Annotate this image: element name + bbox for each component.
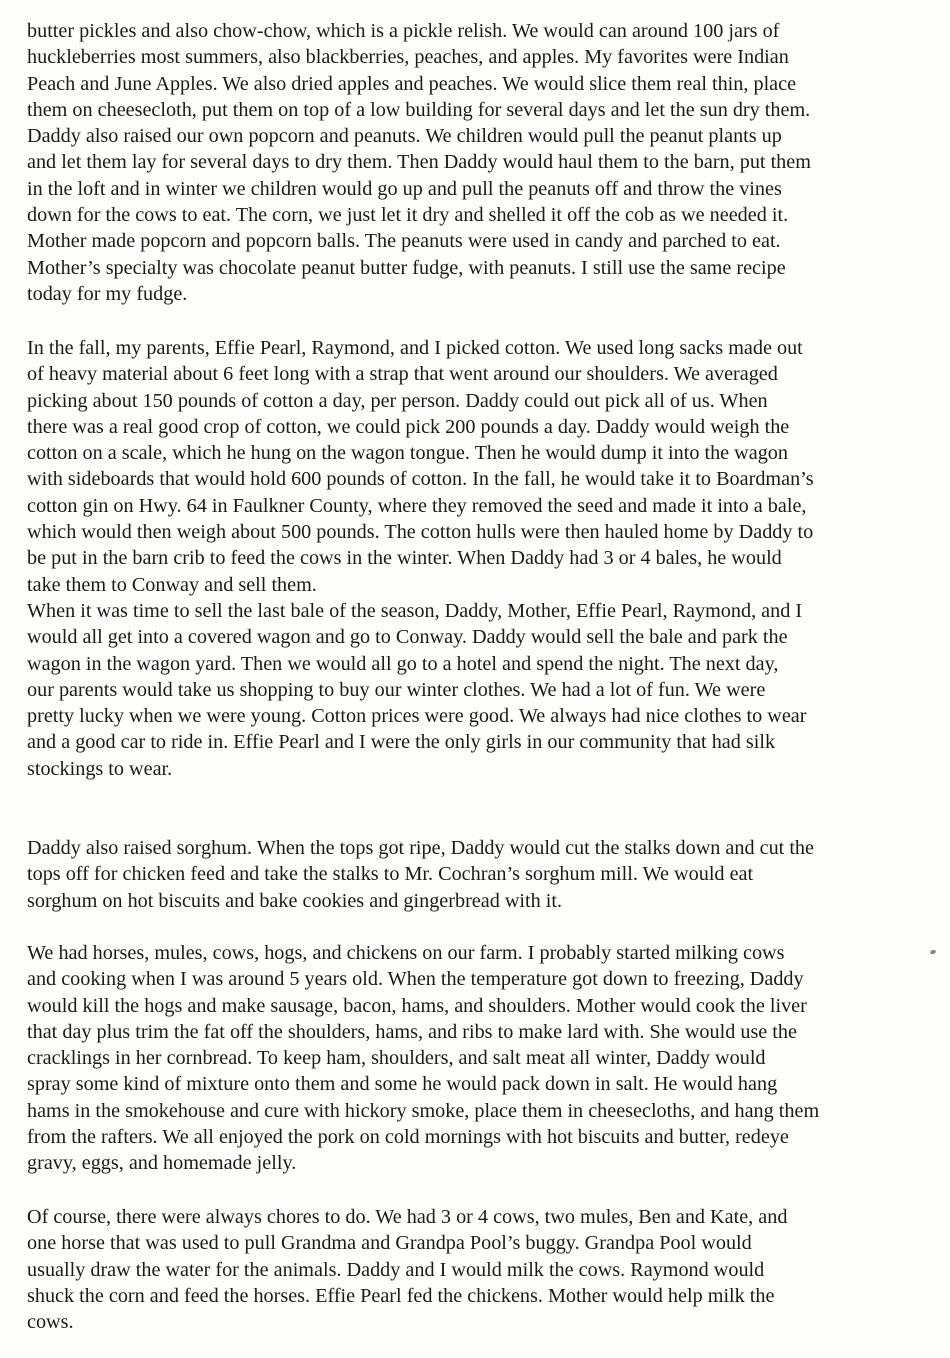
text-line: Mother’s specialty was chocolate peanut butter fudge, with peanuts. I still use the same recipe: [27, 256, 786, 279]
text-line: with sideboards that would hold 600 pounds of cotton. In the fall, he would take it to Boardman’s: [27, 468, 814, 491]
text-line: gravy, eggs, and homemade jelly.: [27, 1152, 297, 1175]
text-line: be put in the barn crib to feed the cows in the winter. When Daddy had 3 or 4 bales, he would: [27, 547, 782, 570]
text-line: Daddy also raised sorghum. When the tops got ripe, Daddy would cut the stalks down and cut the: [27, 837, 814, 859]
text-line: pretty lucky when we were young. Cotton prices were good. We always had nice clothes to wear: [27, 705, 807, 728]
text-line: take them to Conway and sell them.: [27, 573, 317, 596]
text-line: stockings to wear.: [27, 757, 173, 780]
text-line: Of course, there were always chores to do. We had 3 or 4 cows, two mules, Ben and Kate, and: [27, 1206, 788, 1228]
text-line: and let them lay for several days to dry them. Then Daddy would haul them to the barn, put them: [27, 151, 811, 174]
text-line: of heavy material about 6 feet long with a strap that went around our shoulders. We averaged: [27, 363, 778, 386]
text-line: from the rafters. We all enjoyed the pork on cold mornings with hot biscuits and butter, redeye: [27, 1126, 789, 1149]
text-line: that day plus trim the fat off the shoulders, hams, and ribs to make lard with. She would use the: [27, 1020, 797, 1043]
text-line: sorghum on hot biscuits and bake cookies and gingerbread with it.: [27, 889, 563, 912]
paragraph-farm-animals: [27, 940, 945, 1177]
text-line: hams in the smokehouse and cure with hickory smoke, place them in cheesecloths, and hang them: [27, 1099, 820, 1122]
text-line: cows.: [27, 1311, 74, 1334]
text-line: one horse that was used to pull Grandma and Grandpa Pool’s buggy. Grandpa Pool would: [27, 1232, 752, 1255]
text-line: huckleberries most summers, also blackberries, peaches, and apples. My favorites were Indian: [27, 46, 789, 69]
text-line: cotton on a scale, which he hung on the wagon tongue. Then he would dump it into the wagon: [27, 442, 788, 465]
paragraph-sorghum: [27, 835, 945, 914]
text-line: in the loft and in winter we children would go up and pull the peanuts off and throw the vines: [27, 177, 782, 200]
text-line: In the fall, my parents, Effie Pearl, Raymond, and I picked cotton. We used long sacks made out: [27, 337, 803, 359]
text-line: them on cheesecloth, put them on top of a low building for several days and let the sun dry them.: [27, 98, 811, 121]
text-line: spray some kind of mixture onto them and some he would pack down in salt. He would hang: [27, 1073, 778, 1096]
text-line: would all get into a covered wagon and go to Conway. Daddy would sell the bale and park the: [27, 626, 788, 649]
text-line: shuck the corn and feed the horses. Effie Pearl fed the chickens. Mother would help milk the: [27, 1284, 775, 1307]
text-line: Mother made popcorn and popcorn balls. The peanuts were used in candy and parched to eat.: [27, 230, 781, 253]
text-line: our parents would take us shopping to buy our winter clothes. We had a lot of fun. We were: [27, 678, 766, 701]
text-line: cracklings in her cornbread. To keep ham, shoulders, and salt meat all winter, Daddy would: [27, 1047, 766, 1070]
paragraph-food-preserving: [27, 18, 945, 307]
text-line: which would then weigh about 500 pounds. The cotton hulls were then hauled home by Daddy to: [27, 521, 814, 544]
text-line: usually draw the water for the animals. Daddy and I would milk the cows. Raymond would: [27, 1258, 765, 1281]
text-line: and cooking when I was around 5 years old. When the temperature got down to freezing, Daddy: [27, 968, 804, 991]
text-line: wagon in the wagon yard. Then we would all go to a hotel and spend the night. The next day,: [27, 652, 779, 675]
text-line: We had horses, mules, cows, hogs, and chickens on our farm. I probably started milking cows: [27, 942, 785, 964]
text-line: tops off for chicken feed and take the stalks to Mr. Cochran’s sorghum mill. We would eat: [27, 863, 754, 886]
text-line: Daddy also raised our own popcorn and peanuts. We children would pull the peanut plants up: [27, 125, 782, 148]
text-line: cotton gin on Hwy. 64 in Faulkner County, where they removed the seed and made it into a bale,: [27, 494, 807, 517]
text-line: and a good car to ride in. Effie Pearl and I were the only girls in our community that had silk: [27, 731, 776, 754]
text-line: Peach and June Apples. We also dried apples and peaches. We would slice them real thin, place: [27, 72, 797, 95]
paragraph-chores: [27, 1204, 945, 1335]
text-line: would kill the hogs and make sausage, bacon, hams, and shoulders. Mother would cook the liver: [27, 994, 807, 1017]
text-line: down for the cows to eat. The corn, we just let it dry and shelled it off the cob as we needed it.: [27, 204, 789, 227]
text-line: there was a real good crop of cotton, we could pick 200 pounds a day. Daddy would weigh the: [27, 415, 790, 438]
text-line: today for my fudge.: [27, 282, 188, 305]
paragraph-cotton-picking: [27, 335, 945, 782]
text-line: butter pickles and also chow-chow, which is a pickle relish. We would can around 100 jars of: [27, 20, 780, 42]
text-line: picking about 150 pounds of cotton a day, per person. Daddy could out pick all of us. When: [27, 389, 768, 412]
text-line: When it was time to sell the last bale of the season, Daddy, Mother, Effie Pearl, Raymond, and I: [27, 599, 803, 622]
